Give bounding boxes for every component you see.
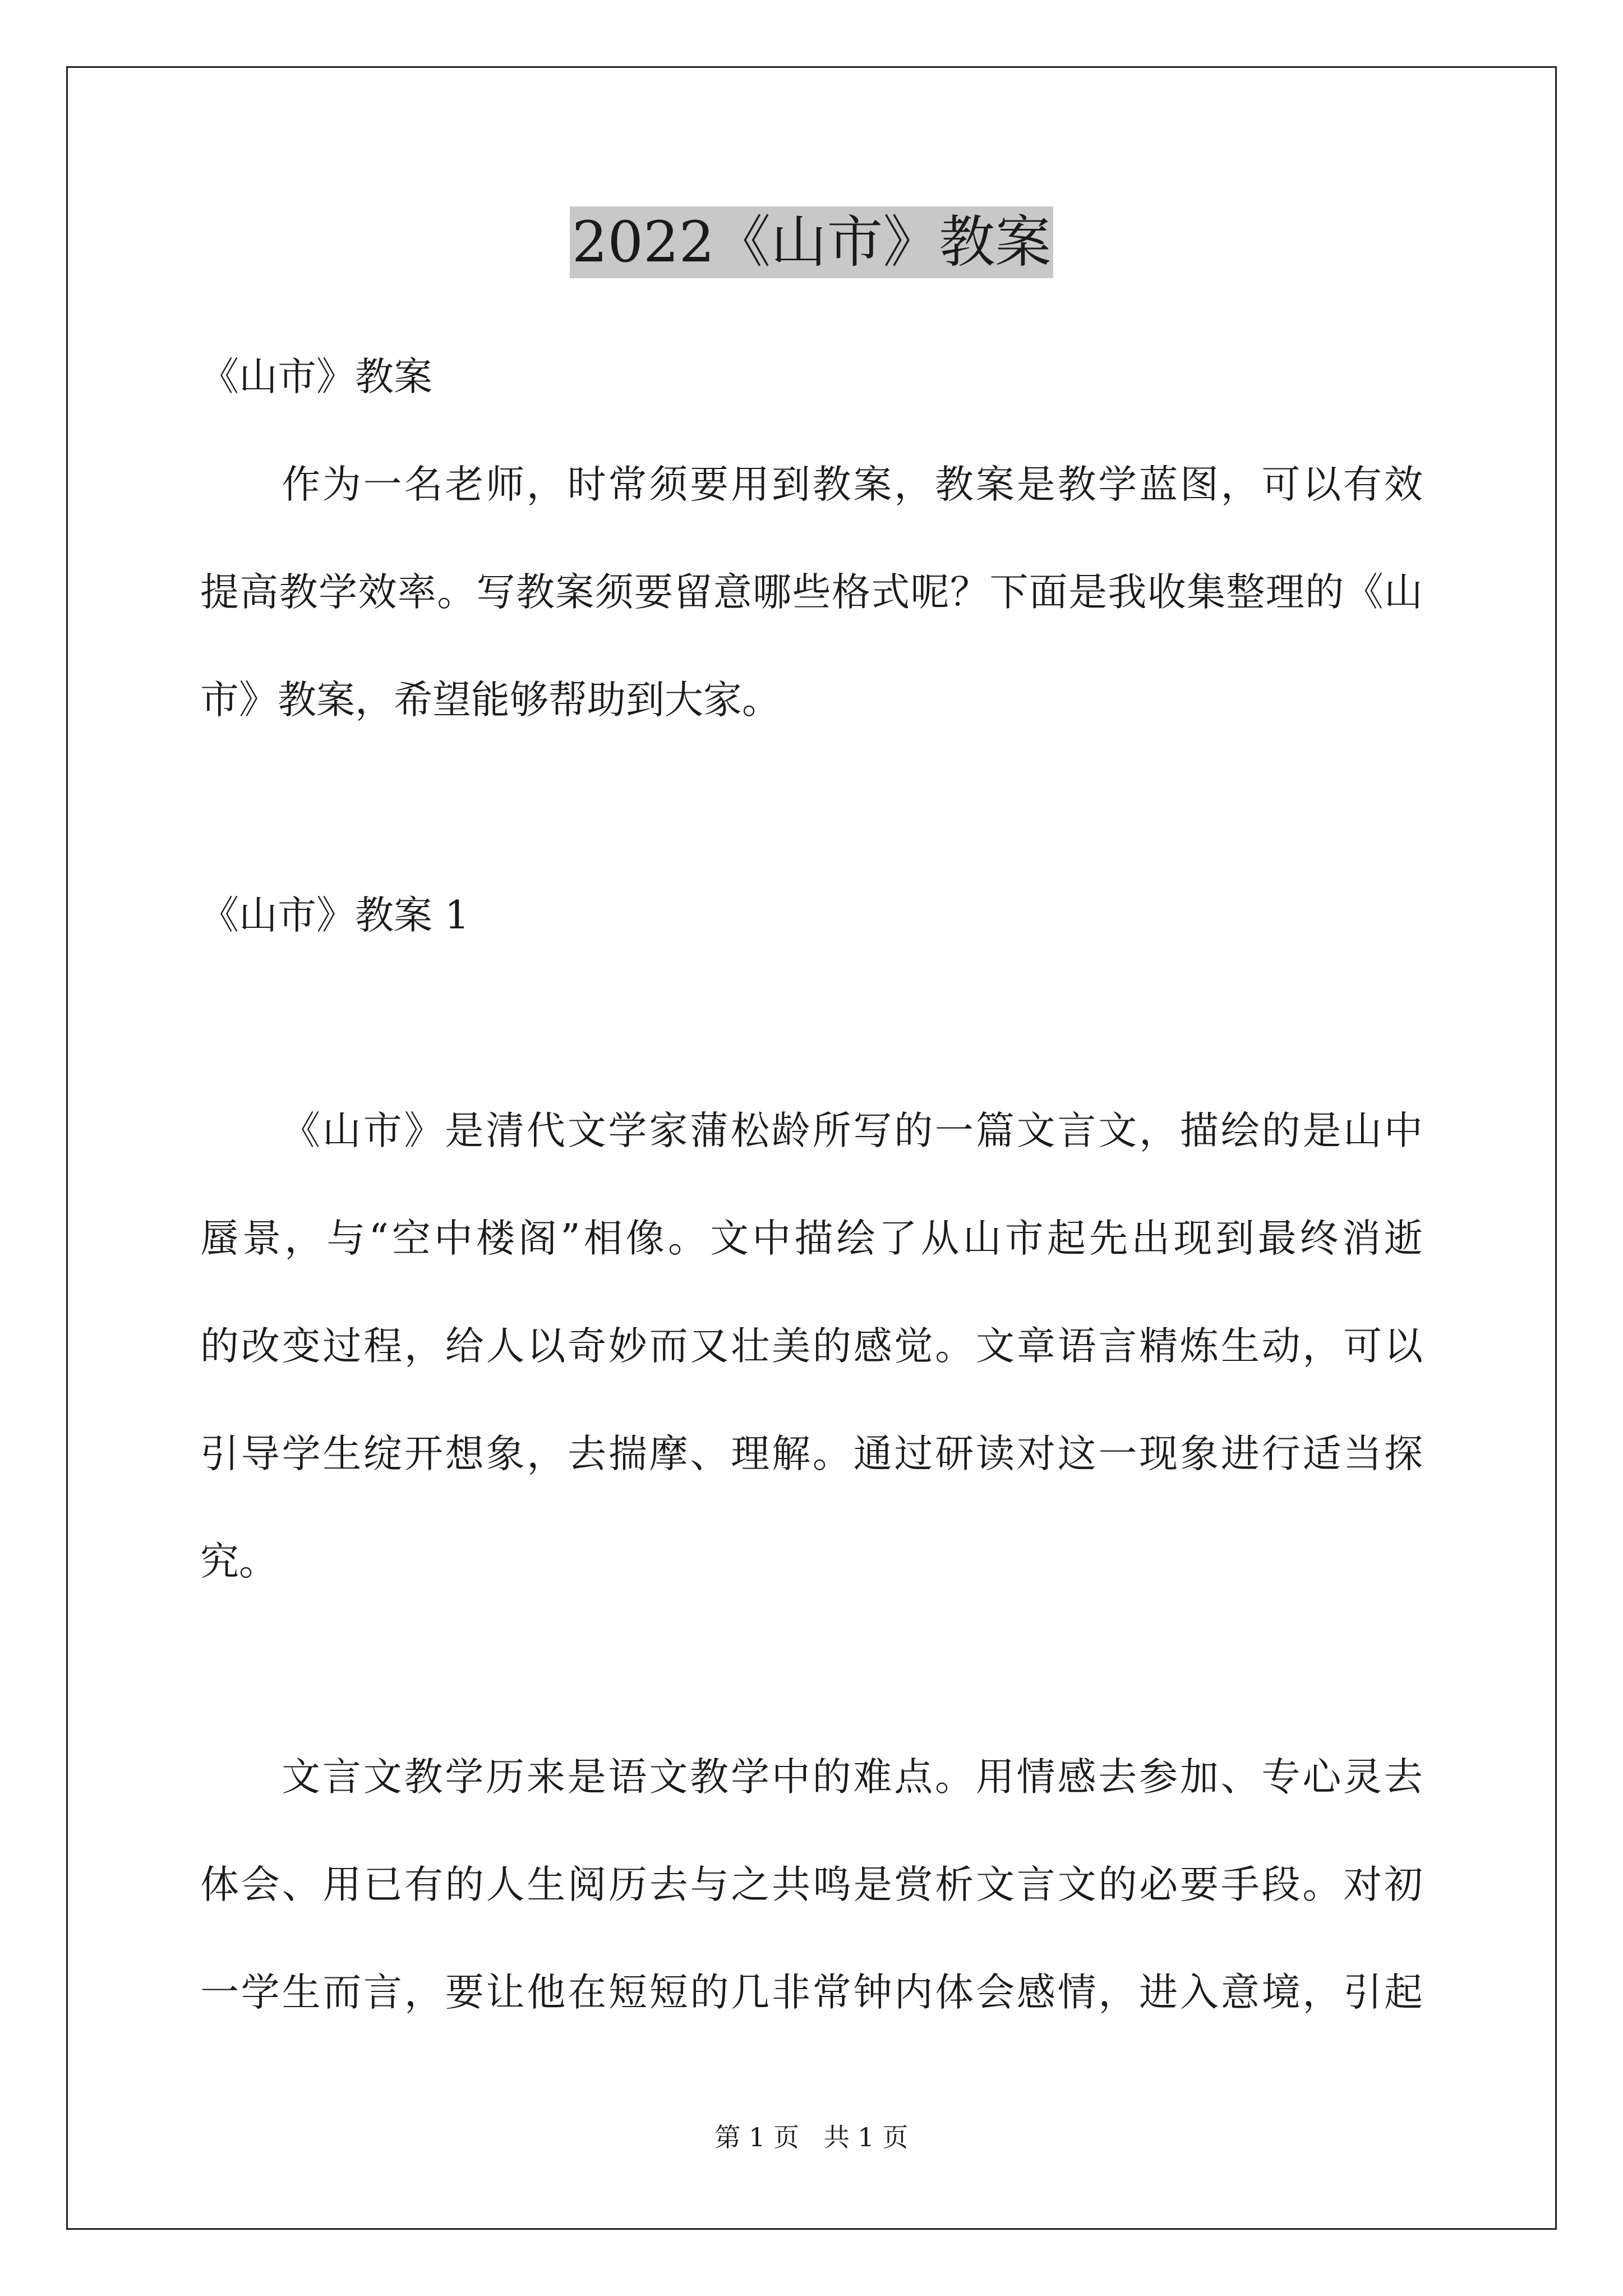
- paragraph-line: 的改变过程，给人以奇妙而又壮美的感觉。文章语言精炼生动，可以: [200, 1324, 1423, 1369]
- paragraph-line: 引导学生绽开想象，去揣摩、理解。通过研读对这一现象进行适当探: [200, 1432, 1423, 1476]
- paragraph-line: 市》教案，希望能够帮助到大家。: [200, 678, 781, 723]
- paragraph-line: 文言文教学历来是语文教学中的难点。用情感去参加、专心灵去: [282, 1755, 1423, 1800]
- document-title: 2022《山市》教案: [570, 206, 1054, 278]
- paragraph-line: 一学生而言，要让他在短短的几非常钟内体会感情，进入意境，引起: [200, 1970, 1423, 2015]
- paragraph-line: 作为一名老师，时常须要用到教案，教案是教学蓝图，可以有效: [282, 462, 1423, 507]
- subtitle-line: 《山市》教案: [200, 355, 432, 399]
- page-footer: 第 1 页 共 1 页: [714, 2122, 909, 2152]
- paragraph-line: 究。: [200, 1539, 278, 1584]
- title-container: [0, 206, 1623, 278]
- section-heading: 《山市》教案 1: [200, 893, 469, 938]
- paragraph-line: 提高教学效率。写教案须要留意哪些格式呢？下面是我收集整理的《山: [200, 570, 1423, 615]
- paragraph-line: 蜃景，与“空中楼阁”相像。文中描绘了从山市起先出现到最终消逝: [200, 1216, 1423, 1261]
- paragraph-line: 《山市》是清代文学家蒲松龄所写的一篇文言文，描绘的是山中: [282, 1108, 1423, 1153]
- paragraph-line: 体会、用已有的人生阅历去与之共鸣是赏析文言文的必要手段。对初: [200, 1862, 1423, 1907]
